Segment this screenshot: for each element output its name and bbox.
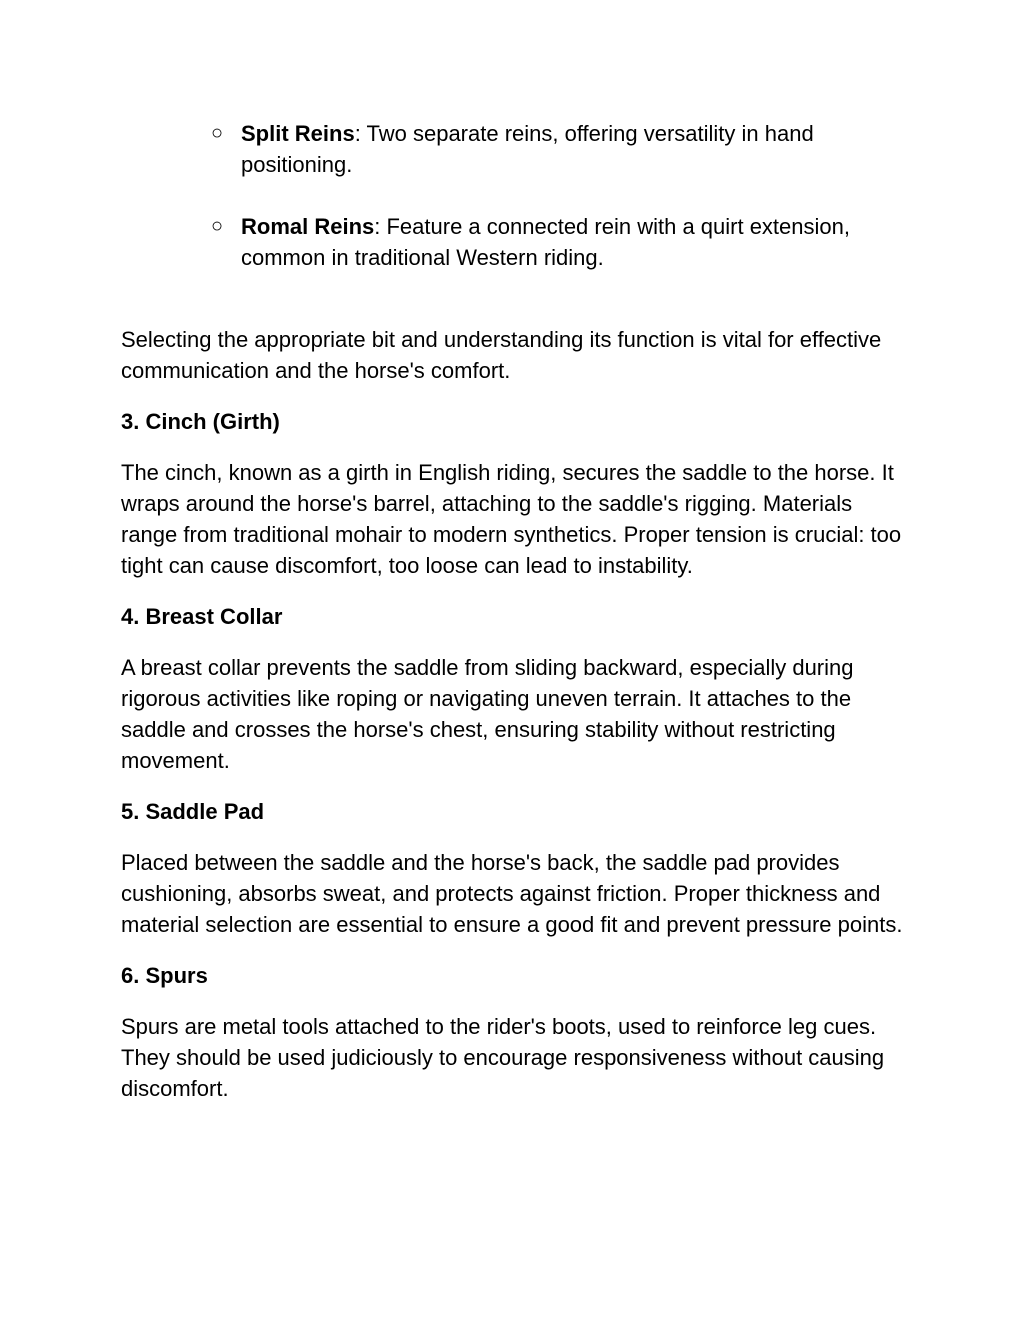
list-item-romal-reins	[121, 211, 911, 273]
section-heading-saddle-pad: 5. Saddle Pad	[121, 799, 265, 824]
section-body-saddle-pad: Placed between the saddle and the horse's back, the saddle pad provides cushioning, absorbs sweat, and protects against friction. Proper thickness and material selection are essential to ensure a good fit and prevent pressure points.	[121, 850, 903, 937]
reins-list	[121, 118, 911, 273]
section-body-spurs: Spurs are metal tools attached to the rider's boots, used to reinforce leg cues. They should be used judiciously to encourage responsiveness without causing discomfort.	[121, 1014, 885, 1101]
description-romal-reins: : Feature a connected rein with a quirt extension, common in traditional Western riding.	[241, 214, 850, 270]
section-body-breast-collar: A breast collar prevents the saddle from sliding backward, especially during rigorous activities like roping or navigating uneven terrain. It attaches to the saddle and crosses the horse's chest, ensuring stability without restricting movement.	[121, 655, 854, 773]
document-content	[121, 118, 911, 1104]
section-heading-cinch: 3. Cinch (Girth)	[121, 409, 280, 434]
section-heading-spurs: 6. Spurs	[121, 963, 208, 988]
section-heading-breast-collar: 4. Breast Collar	[121, 604, 283, 629]
description-split-reins: : Two separate reins, offering versatility in hand positioning.	[241, 121, 814, 177]
list-item-split-reins	[121, 118, 911, 180]
hollow-circle-bullet-icon: ○	[211, 215, 224, 237]
term-split-reins: Split Reins	[241, 121, 355, 146]
section-body-cinch: The cinch, known as a girth in English riding, secures the saddle to the horse. It wraps around the horse's barrel, attaching to the saddle's rigging. Materials range from traditional mohair to modern synthetics. Proper tension is crucial: too tight can cause discomfort, too loose can lead to instability.	[121, 460, 902, 578]
hollow-circle-bullet-icon: ○	[211, 122, 224, 144]
bit-summary-paragraph: Selecting the appropriate bit and understanding its function is vital for effective communication and the horse's comfort.	[121, 327, 882, 383]
term-romal-reins: Romal Reins	[241, 214, 375, 239]
